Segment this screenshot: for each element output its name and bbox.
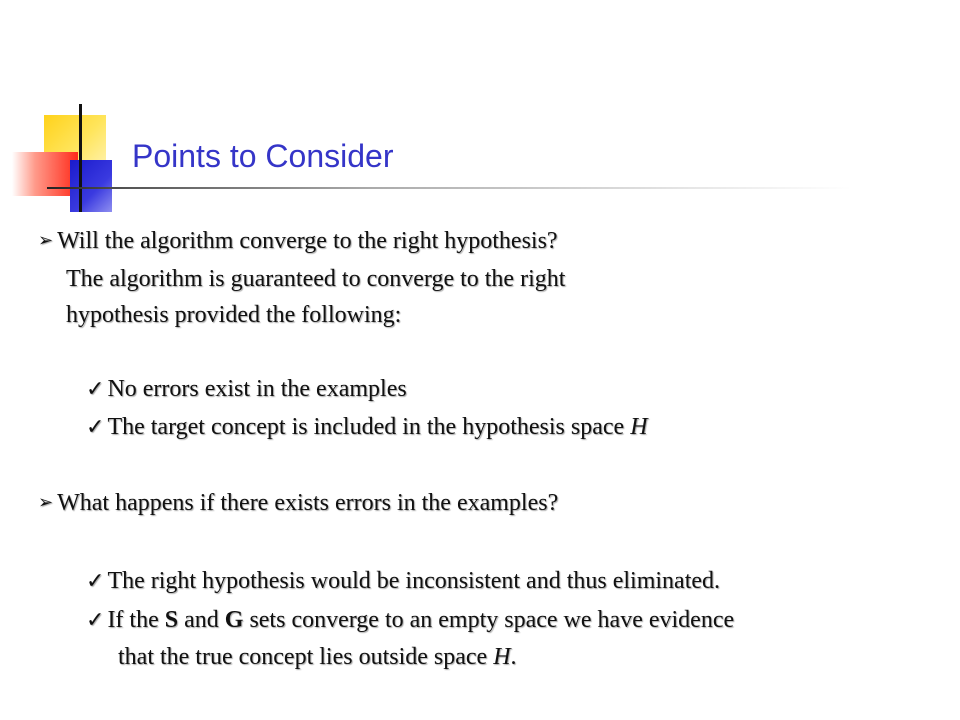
condition-item — [86, 412, 648, 443]
condition-item — [86, 374, 407, 405]
title-underline — [47, 187, 852, 189]
point-line-2-text: that the true concept lies outside space — [118, 644, 494, 670]
condition-text: The target concept is included in the hypothesis space — [107, 414, 631, 440]
answer-1-line-1: The algorithm is guaranteed to converge to the right — [66, 266, 566, 292]
checkmark-bullet-icon: ✓ — [86, 608, 105, 633]
arrowhead-bullet-icon: ➢ — [38, 492, 54, 513]
question-1 — [38, 226, 558, 258]
point-text: The right hypothesis would be inconsistent and thus eliminated. — [107, 568, 721, 594]
question-1-text: Will the algorithm converge to the right hypothesis? — [57, 228, 558, 254]
question-2-text: What happens if there exists errors in the examples? — [57, 490, 559, 516]
point-line-2-end: . — [510, 644, 517, 670]
question-2 — [38, 488, 558, 520]
s-set-label: S — [164, 607, 179, 633]
point-text-and: and — [178, 607, 225, 633]
point-continuation — [118, 642, 517, 672]
hypothesis-space-symbol: H — [493, 644, 511, 670]
decoration-blue-square — [70, 160, 112, 212]
slide-title: Points to Consider — [132, 138, 394, 174]
point-item — [86, 605, 734, 636]
decoration-vertical-line — [79, 104, 82, 212]
condition-text: No errors exist in the examples — [107, 376, 407, 402]
point-text-suffix: sets converge to an empty space we have evidence — [243, 607, 735, 633]
checkmark-bullet-icon: ✓ — [86, 569, 105, 594]
decoration-red-bar — [12, 152, 78, 196]
g-set-label: G — [224, 607, 244, 633]
hypothesis-space-symbol: H — [630, 414, 648, 440]
point-text-prefix: If the — [107, 607, 165, 633]
checkmark-bullet-icon: ✓ — [86, 415, 105, 440]
arrowhead-bullet-icon: ➢ — [38, 230, 54, 251]
point-item — [86, 566, 720, 597]
checkmark-bullet-icon: ✓ — [86, 377, 105, 402]
answer-1-line-2: hypothesis provided the following: — [66, 302, 402, 328]
